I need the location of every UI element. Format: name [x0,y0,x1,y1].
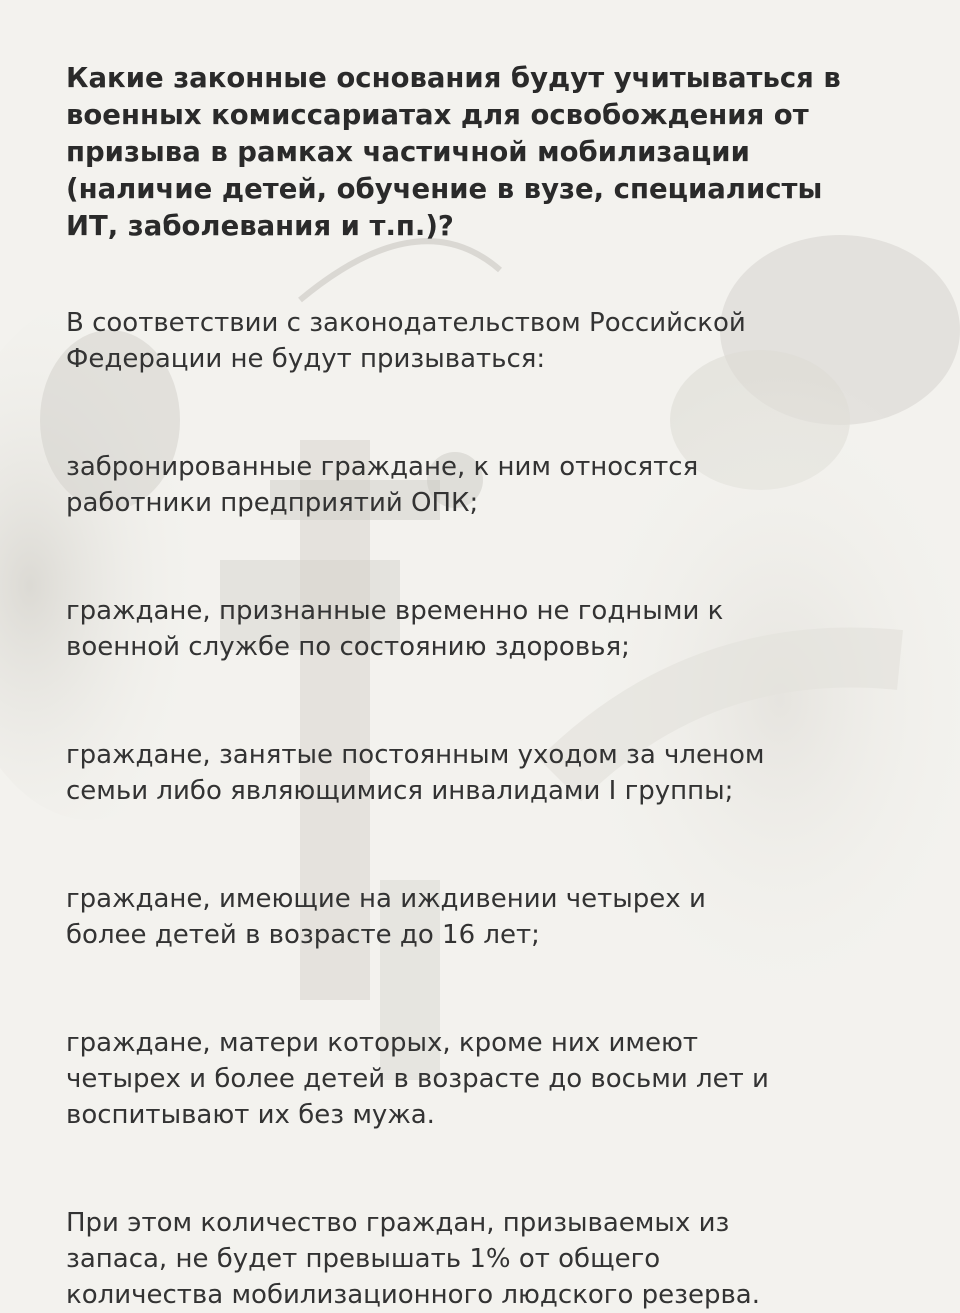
article [66,60,896,1313]
list-item-caregivers: граждане, занятые постоянным уходом за членом семьи либо являющимися инвалидами I группы; [66,740,765,806]
list-item-reserved-citizens: забронированные граждане, к ним относятся работники предприятий ОПК; [66,452,699,518]
list-item-four-children: граждане, имеющие на иждивении четырех и более детей в возрасте до 16 лет; [66,884,706,950]
answer-body [66,305,896,1313]
list-item-single-mothers-sons: граждане, матери которых, кроме них имеют четырех и более детей в возрасте до восьми лет и воспитывают их без мужа. [66,1028,769,1130]
list-item-temporarily-unfit: граждане, признанные временно не годными к военной службе по состоянию здоровья; [66,596,724,662]
intro-paragraph: В соответствии с законодательством Российской Федерации не будут призываться: [66,308,746,374]
question-heading: Какие законные основания будут учитываться в военных комиссариатах для освобождения от призыва в рамках частичной мобилизации (наличие детей, обучение в вузе, специалисты ИТ, заболевания и т.п.)? [66,62,841,242]
closing-paragraph: При этом количество граждан, призываемых из запаса, не будет превышать 1% от общего количества мобилизационного людского резерва. [66,1208,760,1310]
